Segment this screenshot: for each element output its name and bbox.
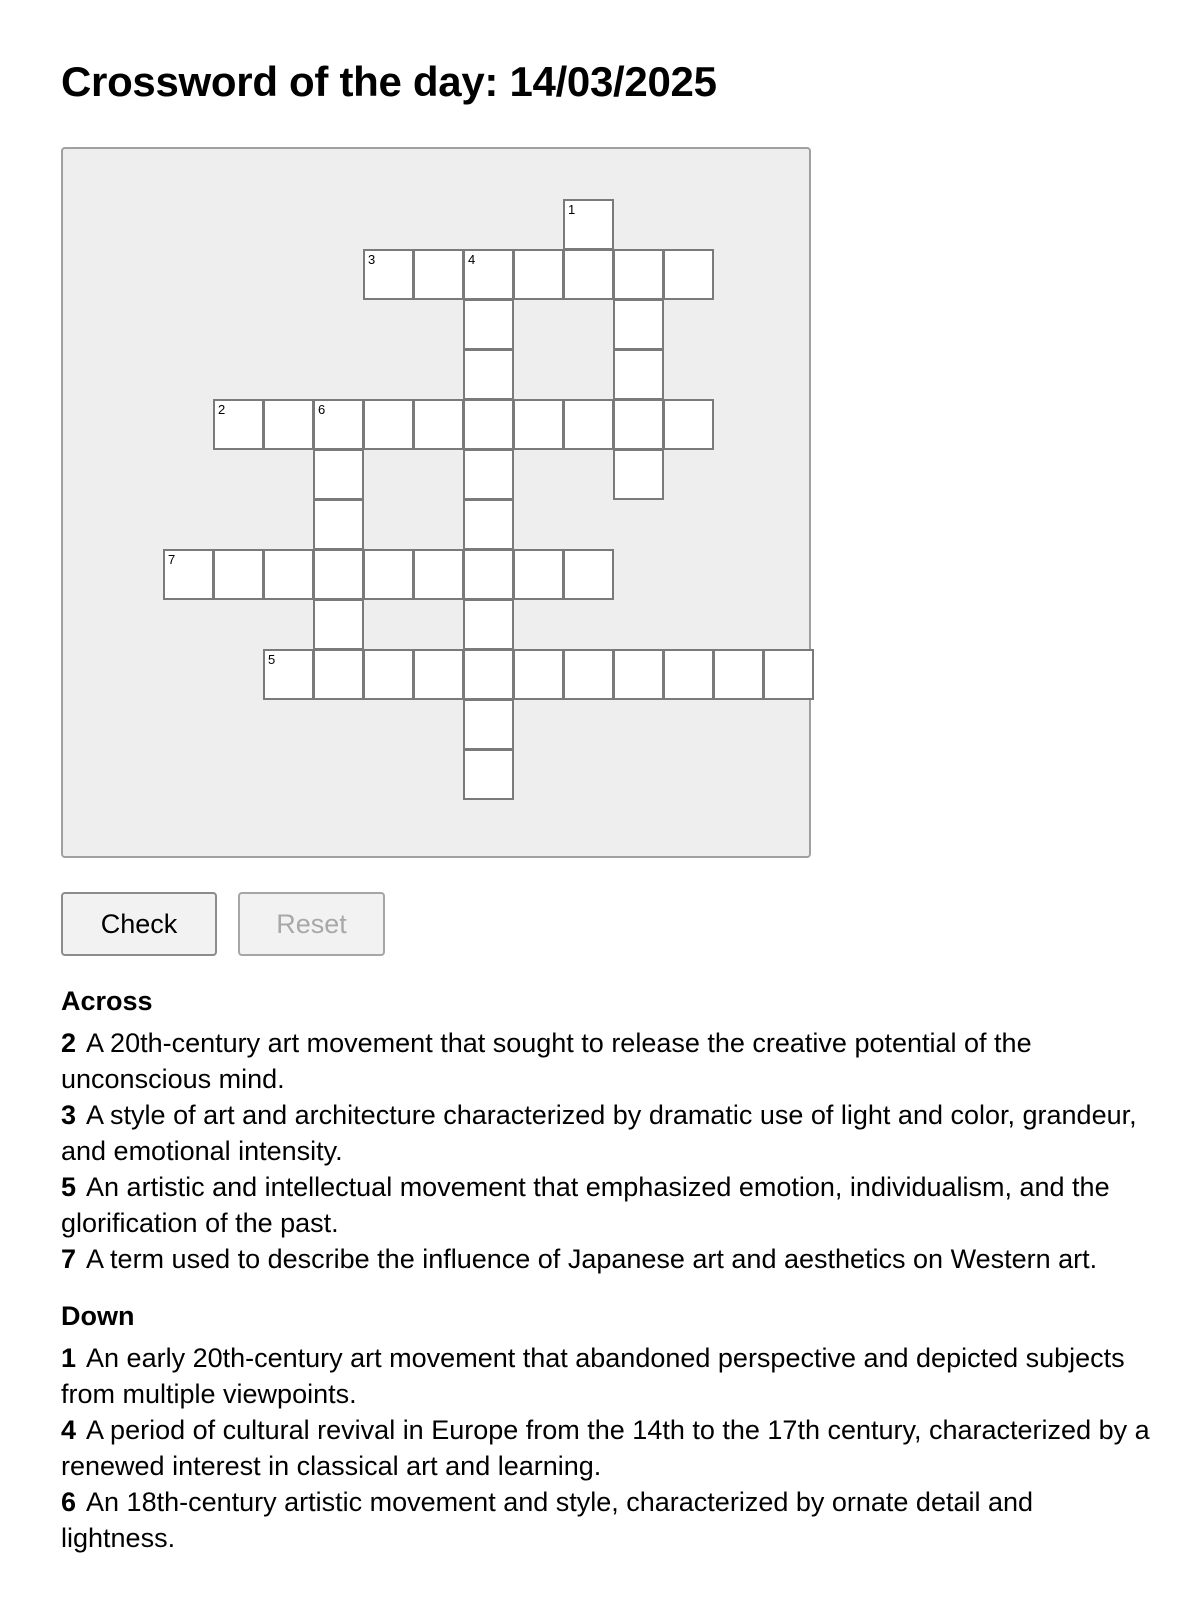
grid-cell[interactable] <box>363 549 414 600</box>
across-clue-list <box>61 1025 1151 1277</box>
grid-cell[interactable] <box>563 549 614 600</box>
grid-cell[interactable] <box>613 349 664 400</box>
across-heading: Across <box>61 986 153 1016</box>
down-clue-list <box>61 1340 1151 1556</box>
grid-cell[interactable] <box>463 349 514 400</box>
grid-cell[interactable] <box>263 399 314 450</box>
grid-cell[interactable] <box>663 249 714 300</box>
grid-cell[interactable] <box>563 399 614 450</box>
clue-text: A 20th-century art movement that sought to release the creative potential of the unconscious mind. <box>61 1028 1032 1094</box>
down-clue <box>61 1340 1151 1412</box>
clue-number: 2 <box>61 1028 77 1058</box>
grid-cell[interactable] <box>413 549 464 600</box>
grid-cell[interactable] <box>313 549 364 600</box>
clue-text: A term used to describe the influence of Japanese art and aesthetics on Western art. <box>86 1244 1098 1274</box>
grid-cell[interactable] <box>713 649 764 700</box>
crossword-board <box>61 147 811 858</box>
grid-cell[interactable] <box>163 549 214 600</box>
grid-cell[interactable] <box>513 649 564 700</box>
grid-cell[interactable] <box>463 299 514 350</box>
grid-cell[interactable] <box>613 299 664 350</box>
grid-cell[interactable] <box>613 399 664 450</box>
grid-cell[interactable] <box>263 649 314 700</box>
reset-button[interactable]: Reset <box>238 892 385 956</box>
grid-cell[interactable] <box>663 649 714 700</box>
clue-text: An 18th-century artistic movement and style, characterized by ornate detail and lightness. <box>61 1487 1034 1553</box>
cell-number: 3 <box>368 252 376 267</box>
grid-cell[interactable] <box>363 649 414 700</box>
grid-cell[interactable] <box>363 399 414 450</box>
grid-cell[interactable] <box>463 399 514 450</box>
grid-cell[interactable] <box>213 549 264 600</box>
down-clue <box>61 1484 1151 1556</box>
grid-cell[interactable] <box>313 449 364 500</box>
across-clue <box>61 1241 1151 1277</box>
across-clue <box>61 1025 1151 1097</box>
grid-cell[interactable] <box>563 249 614 300</box>
grid-cell[interactable] <box>463 499 514 550</box>
across-clue <box>61 1169 1151 1241</box>
grid-cell[interactable] <box>513 399 564 450</box>
grid-cell[interactable] <box>463 599 514 650</box>
page-title: Crossword of the day: 14/03/2025 <box>61 58 717 105</box>
crossword-grid <box>63 149 809 856</box>
grid-cell[interactable] <box>513 549 564 600</box>
grid-cell[interactable] <box>613 249 664 300</box>
clue-number: 3 <box>61 1100 77 1130</box>
grid-cell[interactable] <box>413 399 464 450</box>
clue-number: 1 <box>61 1343 77 1373</box>
cell-number: 2 <box>218 402 226 417</box>
grid-cell[interactable] <box>313 399 364 450</box>
grid-cell[interactable] <box>263 549 314 600</box>
clue-number: 6 <box>61 1487 77 1517</box>
grid-cell[interactable] <box>463 449 514 500</box>
grid-cell[interactable] <box>463 699 514 750</box>
grid-cell[interactable] <box>213 399 264 450</box>
cell-number: 6 <box>318 402 326 417</box>
check-button[interactable]: Check <box>61 892 217 956</box>
cell-number: 5 <box>268 652 276 667</box>
grid-cell[interactable] <box>563 649 614 700</box>
grid-cell[interactable] <box>463 549 514 600</box>
clue-number: 4 <box>61 1415 77 1445</box>
grid-cell[interactable] <box>413 649 464 700</box>
cell-number: 4 <box>468 252 476 267</box>
grid-cell[interactable] <box>613 649 664 700</box>
grid-cell[interactable] <box>463 749 514 800</box>
clues-section <box>61 983 1151 1556</box>
cell-number: 1 <box>568 202 576 217</box>
clue-text: An artistic and intellectual movement that emphasized emotion, individualism, and the glorification of the past. <box>61 1172 1110 1238</box>
clue-text: A period of cultural revival in Europe from the 14th to the 17th century, characterized by a renewed interest in classical art and learning. <box>61 1415 1150 1481</box>
clue-text: A style of art and architecture characterized by dramatic use of light and color, grandeur, and emotional intensity. <box>61 1100 1137 1166</box>
across-clue <box>61 1097 1151 1169</box>
grid-cell[interactable] <box>763 649 814 700</box>
grid-cell[interactable] <box>313 649 364 700</box>
grid-cell[interactable] <box>613 449 664 500</box>
grid-cell[interactable] <box>463 649 514 700</box>
grid-cell[interactable] <box>563 199 614 250</box>
cell-number: 7 <box>168 552 176 567</box>
grid-cell[interactable] <box>313 599 364 650</box>
grid-cell[interactable] <box>313 499 364 550</box>
down-clue <box>61 1412 1151 1484</box>
clue-number: 7 <box>61 1244 77 1274</box>
down-heading: Down <box>61 1301 135 1331</box>
clue-number: 5 <box>61 1172 77 1202</box>
grid-cell[interactable] <box>513 249 564 300</box>
grid-cell[interactable] <box>413 249 464 300</box>
grid-cell[interactable] <box>363 249 414 300</box>
grid-cell[interactable] <box>663 399 714 450</box>
grid-cell[interactable] <box>463 249 514 300</box>
clue-text: An early 20th-century art movement that abandoned perspective and depicted subjects from multiple viewpoints. <box>61 1343 1125 1409</box>
